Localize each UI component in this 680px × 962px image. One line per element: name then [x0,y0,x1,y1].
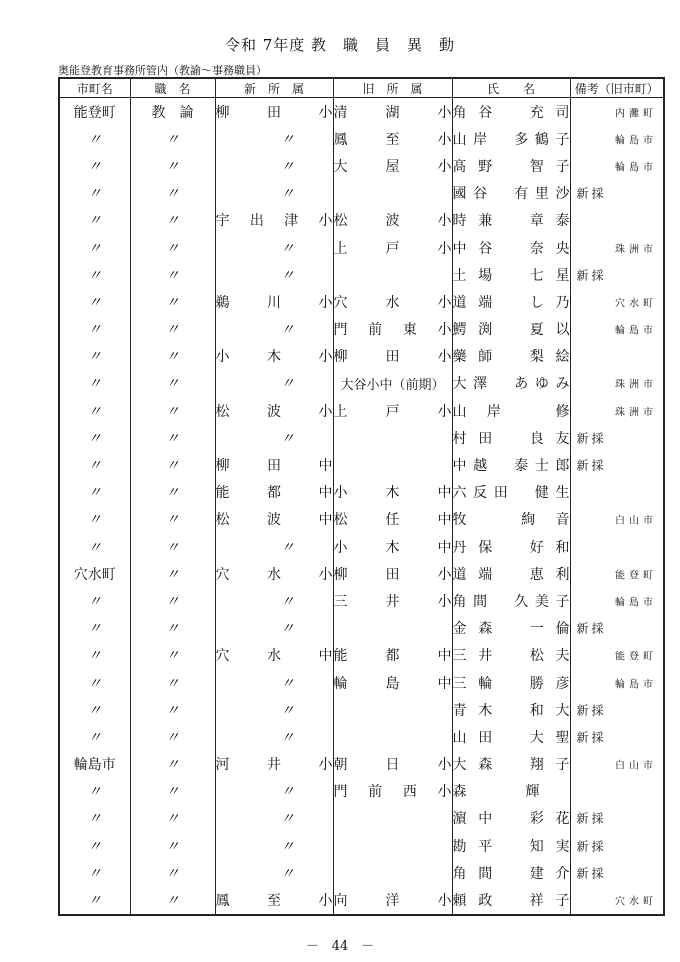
cell-title: 〃 [130,560,215,587]
cell-new-post: 〃 [215,261,333,288]
cell-old-post: 松波小 [333,207,452,234]
cell-note [570,125,664,152]
cell-title: 〃 [130,451,215,478]
transfer-table [58,77,665,916]
cell-note [570,587,664,614]
table-row [59,696,664,723]
cell-note [570,234,664,261]
table-row [59,125,664,152]
cell-name: 鰐渕 夏以 [452,316,570,343]
cell-new-post: 〃 [215,316,333,343]
cell-name: 山岸 多鶴子 [452,125,570,152]
new-hire-note: 新採 [576,866,607,881]
cell-name: 大澤 あゆみ [452,370,570,397]
former-city-note: 輪島市 [615,135,657,147]
cell-city: 〃 [59,669,130,696]
cell-old-post: 輪島中 [333,669,452,696]
cell-city: 〃 [59,533,130,560]
cell-title: 〃 [130,479,215,506]
cell-old-post: 穴水小 [333,288,452,315]
cell-new-post: 〃 [215,234,333,261]
cell-title: 〃 [130,343,215,370]
cell-title: 〃 [130,642,215,669]
cell-city: 〃 [59,288,130,315]
cell-title: 〃 [130,723,215,750]
header-title: 職 名 [130,78,215,98]
cell-old-post: 清湖小 [333,98,452,126]
cell-old-post: 能都中 [333,642,452,669]
cell-note [570,642,664,669]
cell-note [570,778,664,805]
cell-name: 道端 し乃 [452,288,570,315]
cell-city: 〃 [59,778,130,805]
table-row [59,805,664,832]
header-old-post: 旧 所 属 [333,78,452,98]
cell-old-post: 大谷小中（前期） [333,370,452,397]
cell-city: 〃 [59,451,130,478]
cell-old-post: 鳳至小 [333,125,452,152]
table-row [59,424,664,451]
cell-city: 能登町 [59,98,130,126]
cell-name: 金森 一倫 [452,615,570,642]
table-row [59,886,664,914]
cell-title: 〃 [130,533,215,560]
former-city-note: 穴水町 [615,896,657,908]
cell-city: 〃 [59,152,130,179]
cell-note [570,98,664,126]
table-row [59,261,664,288]
cell-old-post: 小木中 [333,479,452,506]
cell-old-post [333,261,452,288]
cell-note [570,723,664,750]
cell-title: 〃 [130,859,215,886]
cell-note [570,859,664,886]
cell-new-post: 〃 [215,832,333,859]
cell-city: 〃 [59,587,130,614]
header-city: 市町名 [59,78,130,98]
cell-name: 頼政 祥子 [452,886,570,914]
cell-new-post: 〃 [215,424,333,451]
cell-city: 〃 [59,479,130,506]
cell-old-post: 三井小 [333,587,452,614]
cell-note [570,805,664,832]
former-city-note: 内灘町 [615,108,657,120]
cell-old-post: 小木中 [333,533,452,560]
cell-new-post: 松波中 [215,506,333,533]
cell-new-post: 〃 [215,615,333,642]
cell-old-post: 門前西小 [333,778,452,805]
cell-note [570,669,664,696]
cell-note [570,370,664,397]
new-hire-note: 新採 [576,621,607,636]
former-city-note: 白山市 [615,515,657,527]
cell-title: 〃 [130,886,215,914]
cell-title: 〃 [130,587,215,614]
former-city-note: 輪島市 [615,325,657,337]
table-row [59,316,664,343]
cell-name: 六反田 健生 [452,479,570,506]
cell-new-post: 〃 [215,125,333,152]
cell-note [570,886,664,914]
cell-title: 〃 [130,288,215,315]
cell-note [570,751,664,778]
cell-city: 穴水町 [59,560,130,587]
cell-title: 〃 [130,506,215,533]
cell-title: 教 論 [130,98,215,126]
cell-name: 時兼 章泰 [452,207,570,234]
table-row [59,152,664,179]
cell-city: 〃 [59,234,130,261]
header-new-post: 新 所 属 [215,78,333,98]
cell-name: 大森 翔子 [452,751,570,778]
cell-title: 〃 [130,696,215,723]
table-row [59,642,664,669]
former-city-note: 珠洲市 [615,407,657,419]
cell-city: 輪島市 [59,751,130,778]
cell-title: 〃 [130,180,215,207]
cell-old-post [333,723,452,750]
cell-name: 三輪 勝彦 [452,669,570,696]
cell-note [570,316,664,343]
cell-city: 〃 [59,397,130,424]
former-city-note: 輪島市 [615,679,657,691]
header-name: 氏 名 [452,78,570,98]
table-row [59,343,664,370]
cell-note [570,397,664,424]
new-hire-note: 新採 [576,703,607,718]
table-row [59,615,664,642]
cell-note [570,207,664,234]
cell-city: 〃 [59,180,130,207]
former-city-note: 穴水町 [615,298,657,310]
cell-note [570,506,664,533]
cell-name: 村田 良友 [452,424,570,451]
cell-note [570,261,664,288]
cell-new-post: 〃 [215,669,333,696]
table-row [59,234,664,261]
cell-title: 〃 [130,424,215,451]
cell-note [570,424,664,451]
cell-title: 〃 [130,125,215,152]
cell-new-post: 宇出津小 [215,207,333,234]
cell-new-post: 鳳至小 [215,886,333,914]
table-row [59,832,664,859]
cell-note [570,152,664,179]
table-row [59,669,664,696]
cell-city: 〃 [59,506,130,533]
table-body [59,98,664,915]
cell-name: 山田 大聖 [452,723,570,750]
cell-old-post [333,180,452,207]
cell-old-post: 柳田小 [333,343,452,370]
table-row [59,288,664,315]
table-row [59,859,664,886]
cell-new-post: 〃 [215,723,333,750]
new-hire-note: 新採 [576,186,607,201]
cell-old-post: 上戸小 [333,397,452,424]
cell-old-post: 朝日小 [333,751,452,778]
cell-new-post: 能都中 [215,479,333,506]
cell-name: 山岸 修 [452,397,570,424]
cell-new-post: 〃 [215,805,333,832]
table-row [59,506,664,533]
cell-new-post: 松波小 [215,397,333,424]
table-row [59,560,664,587]
former-city-note: 能登町 [615,651,657,663]
cell-name: 濵中 彩花 [452,805,570,832]
cell-city: 〃 [59,805,130,832]
cell-city: 〃 [59,696,130,723]
cell-name: 中谷 奈央 [452,234,570,261]
cell-new-post: 〃 [215,859,333,886]
cell-old-post [333,832,452,859]
cell-old-post [333,805,452,832]
new-hire-note: 新採 [576,730,607,745]
table-row [59,397,664,424]
table-row [59,751,664,778]
table-row [59,207,664,234]
new-hire-note: 新採 [576,268,607,283]
page-title: 令和 7年度 教 職 員 異 動 [224,36,456,54]
cell-note [570,696,664,723]
cell-title: 〃 [130,370,215,397]
cell-city: 〃 [59,859,130,886]
cell-name: 角間 久美子 [452,587,570,614]
cell-new-post: 〃 [215,533,333,560]
cell-new-post: 〃 [215,370,333,397]
cell-name: 藥師 梨絵 [452,343,570,370]
cell-title: 〃 [130,261,215,288]
cell-old-post: 向洋小 [333,886,452,914]
cell-title: 〃 [130,152,215,179]
cell-new-post: 〃 [215,180,333,207]
cell-city: 〃 [59,207,130,234]
cell-new-post: 河井小 [215,751,333,778]
table-row [59,778,664,805]
cell-title: 〃 [130,316,215,343]
cell-city: 〃 [59,424,130,451]
cell-city: 〃 [59,615,130,642]
cell-city: 〃 [59,642,130,669]
cell-new-post: 穴水小 [215,560,333,587]
cell-old-post [333,696,452,723]
new-hire-note: 新採 [576,839,607,854]
cell-city: 〃 [59,370,130,397]
cell-city: 〃 [59,125,130,152]
former-city-note: 輪島市 [615,597,657,609]
cell-note [570,288,664,315]
cell-old-post [333,424,452,451]
cell-old-post: 上戸小 [333,234,452,261]
cell-new-post: 〃 [215,696,333,723]
cell-new-post: 小木小 [215,343,333,370]
cell-name: 丹保 好和 [452,533,570,560]
cell-title: 〃 [130,207,215,234]
cell-old-post: 門前東小 [333,316,452,343]
cell-new-post: 〃 [215,587,333,614]
cell-title: 〃 [130,751,215,778]
table-row [59,479,664,506]
cell-city: 〃 [59,261,130,288]
new-hire-note: 新採 [576,431,607,446]
cell-old-post: 柳田小 [333,560,452,587]
cell-title: 〃 [130,615,215,642]
cell-new-post: 〃 [215,778,333,805]
cell-new-post: 〃 [215,152,333,179]
table-row [59,370,664,397]
cell-note [570,451,664,478]
cell-title: 〃 [130,832,215,859]
former-city-note: 輪島市 [615,162,657,174]
cell-name: 國谷 有里沙 [452,180,570,207]
cell-note [570,832,664,859]
former-city-note: 珠洲市 [615,379,657,391]
cell-old-post: 大屋小 [333,152,452,179]
cell-name: 角間 建介 [452,859,570,886]
cell-old-post [333,859,452,886]
cell-note [570,343,664,370]
former-city-note: 能登町 [615,570,657,582]
cell-old-post: 松任中 [333,506,452,533]
cell-city: 〃 [59,723,130,750]
cell-name: 森 輝 [452,778,570,805]
cell-note [570,533,664,560]
table-row [59,451,664,478]
table-row [59,587,664,614]
cell-name: 道端 恵利 [452,560,570,587]
cell-name: 中越 泰士郎 [452,451,570,478]
cell-note [570,180,664,207]
former-city-note: 白山市 [615,760,657,772]
former-city-note: 珠洲市 [615,244,657,256]
table-row [59,723,664,750]
cell-title: 〃 [130,397,215,424]
cell-old-post [333,615,452,642]
cell-note [570,479,664,506]
table-row [59,98,664,126]
cell-new-post: 柳田中 [215,451,333,478]
cell-note [570,615,664,642]
cell-city: 〃 [59,316,130,343]
page-number: － 44 － [305,939,375,954]
new-hire-note: 新採 [576,458,607,473]
cell-title: 〃 [130,805,215,832]
cell-name: 勘平 知実 [452,832,570,859]
table-header-row [59,78,664,98]
cell-title: 〃 [130,669,215,696]
cell-name: 牧 絢音 [452,506,570,533]
cell-name: 三井 松夫 [452,642,570,669]
cell-new-post: 柳田小 [215,98,333,126]
cell-title: 〃 [130,234,215,261]
cell-new-post: 鵜川小 [215,288,333,315]
cell-city: 〃 [59,886,130,914]
cell-city: 〃 [59,832,130,859]
cell-city: 〃 [59,343,130,370]
table-row [59,180,664,207]
table-subtitle: 奥能登教育事務所管内（教諭～事務職員） [58,64,267,77]
cell-new-post: 穴水中 [215,642,333,669]
cell-name: 青木 和大 [452,696,570,723]
cell-name: 土場 七星 [452,261,570,288]
header-note: 備考（旧市町） [570,78,664,98]
cell-old-post [333,451,452,478]
cell-note [570,560,664,587]
table-row [59,533,664,560]
cell-title: 〃 [130,778,215,805]
new-hire-note: 新採 [576,811,607,826]
cell-name: 髙野 智子 [452,152,570,179]
cell-name: 角谷 充司 [452,98,570,126]
